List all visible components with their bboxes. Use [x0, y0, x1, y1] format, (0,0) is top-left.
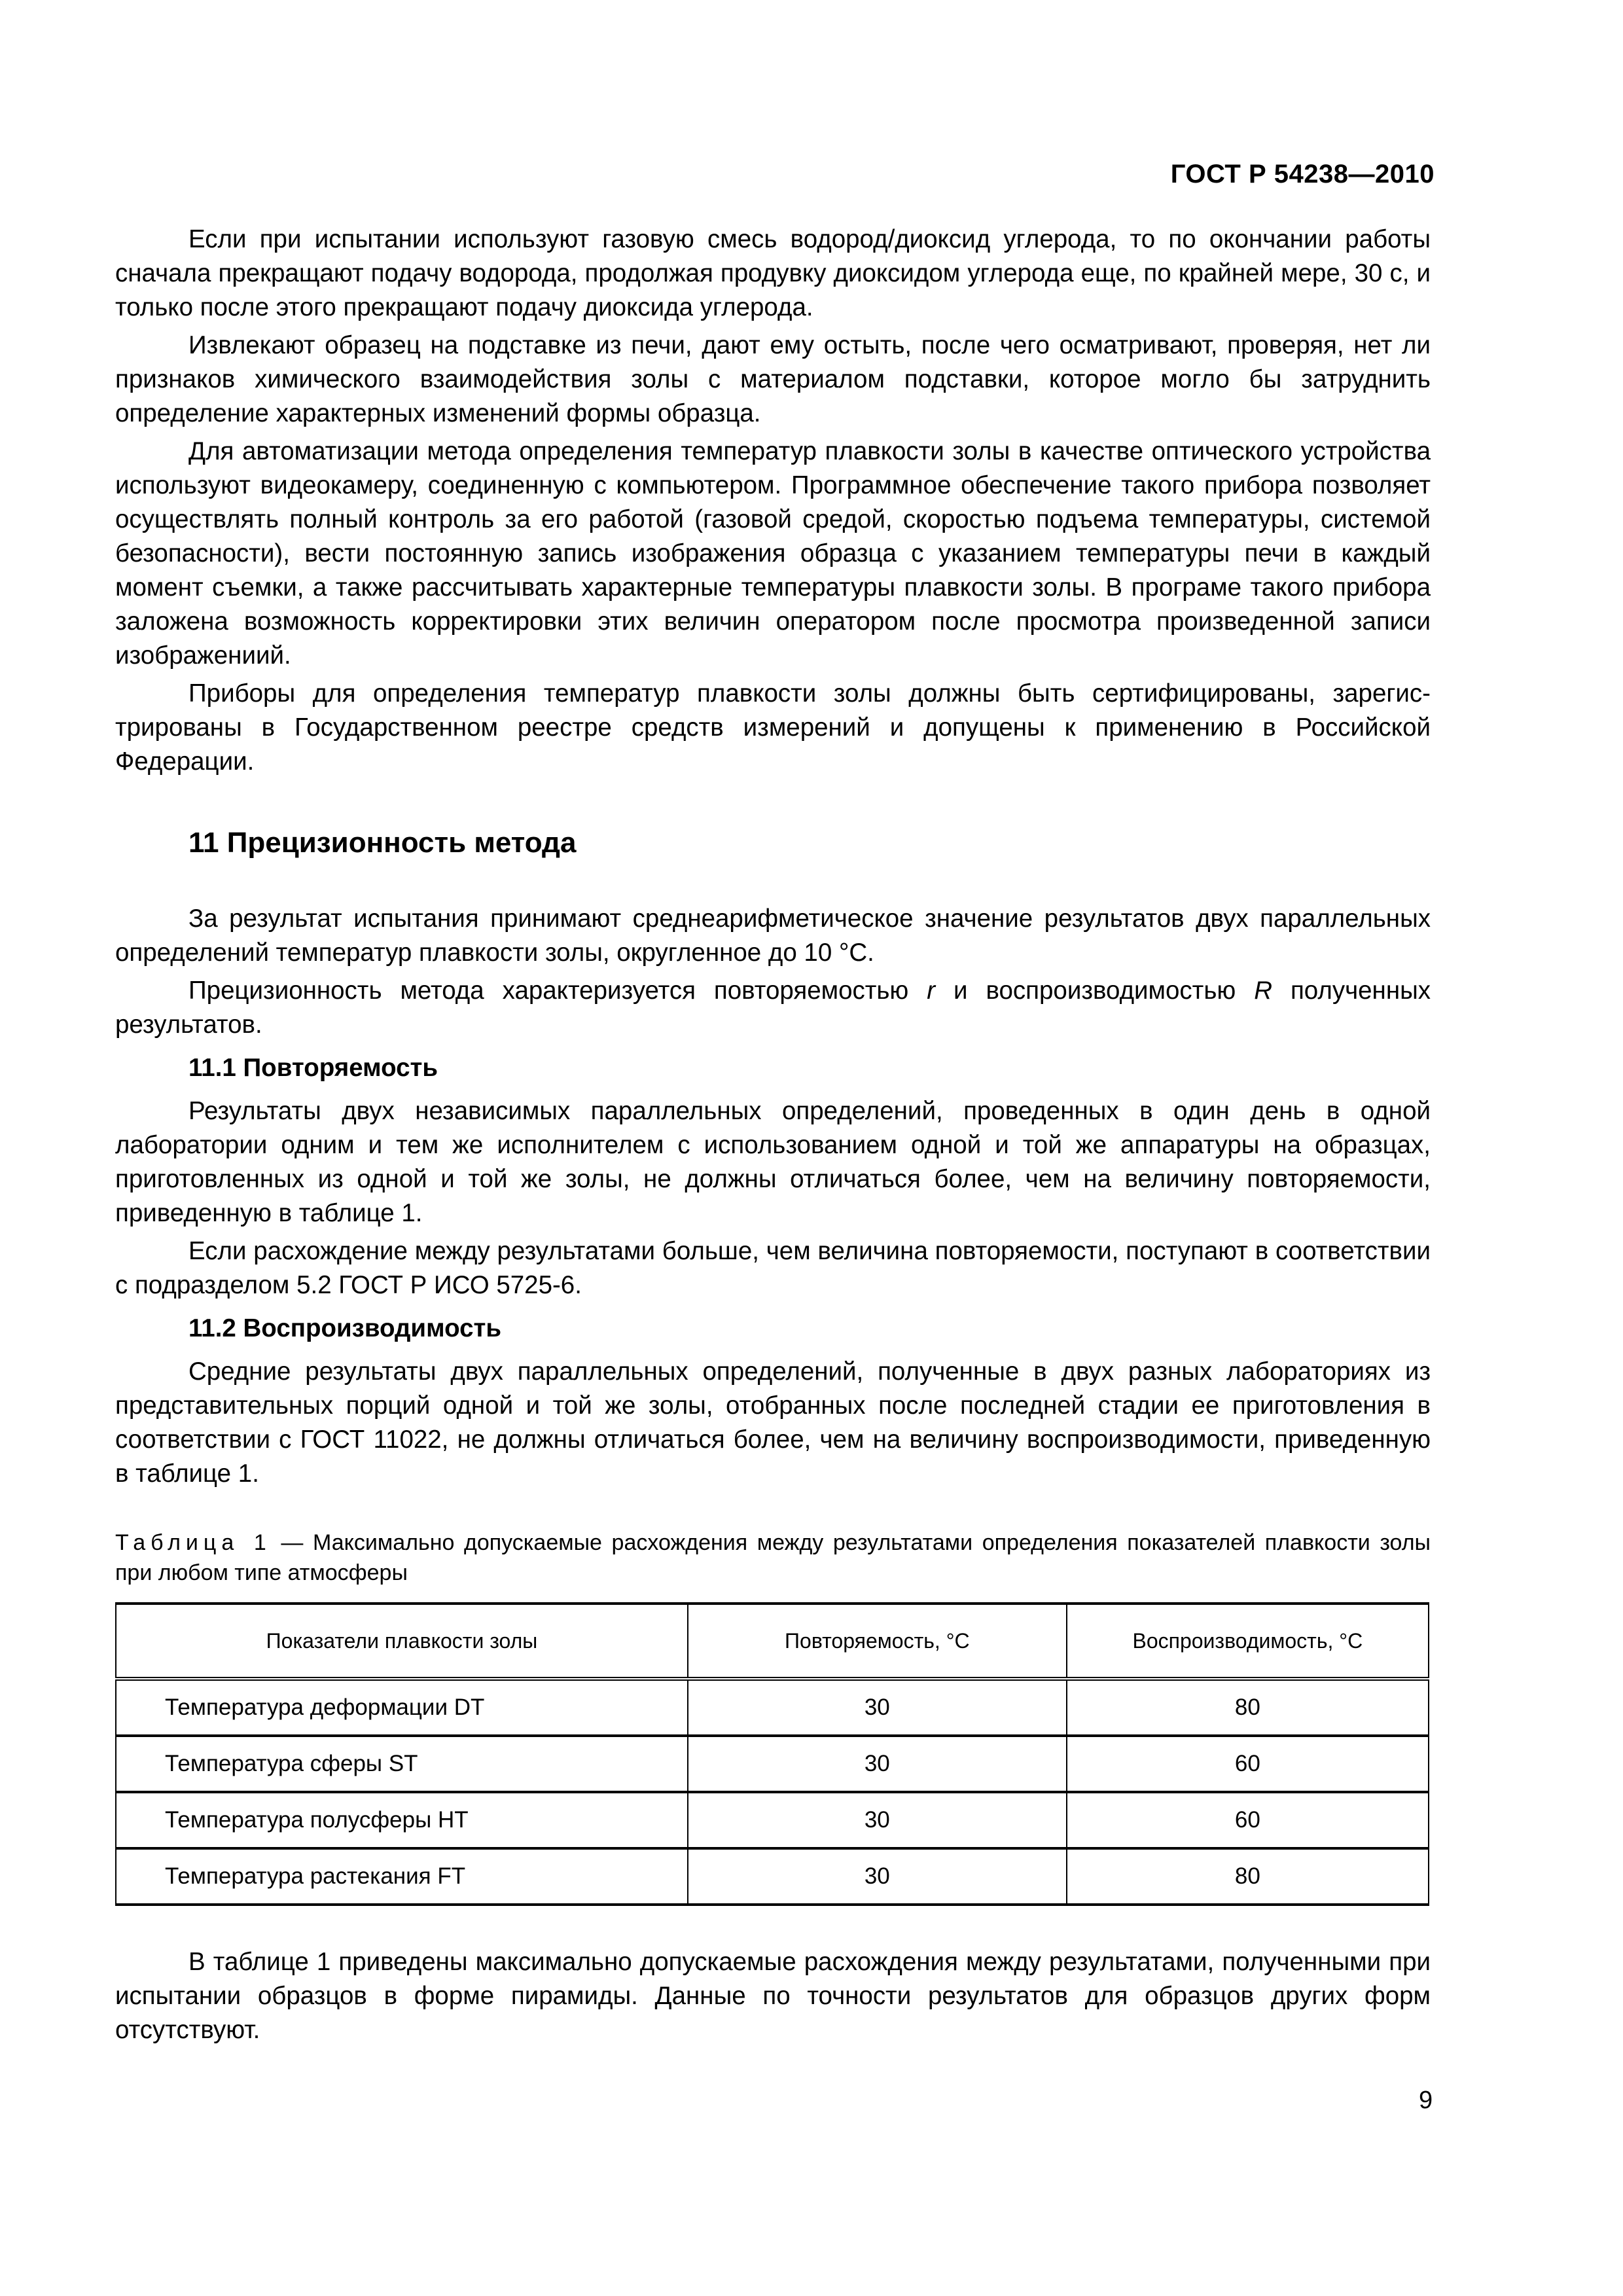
table-row	[116, 1679, 1429, 1736]
page-content	[115, 223, 1431, 2051]
paragraph-test-result: За результат испытания принимают среднеарифметическое значение результатов двух параллельных определений температур плавкости золы, округленное до 10 °С.	[115, 905, 1431, 967]
paragraph-repeatability: Результаты двух независимых параллельных определений, проведенных в один день в одной лаборатории одним и тем же исполнителем с использованием одной и той же аппаратуры на образцах, приготовленных из одной и той же золы, не должны отличаться более, чем на величину повторяемости, приведенную в таблице 1.	[115, 1097, 1431, 1227]
document-standard-id: ГОСТ Р 54238—2010	[1170, 160, 1435, 188]
cell-indicator: Температура деформации DT	[116, 1679, 688, 1736]
cell-indicator: Температура полусферы HT	[116, 1792, 688, 1848]
cell-repeatability: 30	[688, 1792, 1067, 1848]
column-header-repeatability: Повторяемость, °С	[688, 1604, 1067, 1679]
text-segment: и воспроизводимостью	[935, 977, 1255, 1005]
cell-repeatability: 30	[688, 1736, 1067, 1792]
symbol-r: r	[927, 977, 936, 1005]
section-11-heading: 11 Прецизионность метода	[188, 827, 577, 859]
table-caption-text: — Максимально допускаемые расхождения между результатами определения показателей плавкости золы при любом типе атмосферы	[115, 1530, 1431, 1585]
text-segment: Прецизионность метода характеризуется повторяемостью	[188, 977, 927, 1005]
column-header-indicator: Показатели плавкости золы	[116, 1604, 688, 1679]
paragraph-certification: Приборы для определения температур плавкости золы должны быть сертифицированы, зарегистрированы в Государственном реестре средств измерений и допущены к применению в Российской Федерации.	[115, 679, 1431, 776]
cell-indicator: Температура растекания FT	[116, 1848, 688, 1905]
paragraph-table-note: В таблице 1 приведены максимально допускаемые расхождения между результатами, полученными при испытании образцов в форме пирамиды. Данные по точности результатов для образцов других форм отсутствуют.	[115, 1948, 1431, 2044]
cell-reproducibility: 80	[1067, 1848, 1429, 1905]
paragraph-precision-definition	[115, 974, 1431, 1042]
page-number: 9	[1419, 2087, 1433, 2114]
section-11-2-heading: 11.2 Воспроизводимость	[188, 1314, 502, 1342]
paragraph-gas-mixture: Если при испытании используют газовую смесь водород/диоксид углерода, то по окончании работы сначала прекращают подачу водорода, продолжая продувку диоксидом углерода еще, по крайней мере, 30 с, и только после этого прекращают подачу диоксида углерода.	[115, 225, 1431, 321]
cell-indicator: Температура сферы ST	[116, 1736, 688, 1792]
cell-reproducibility: 60	[1067, 1736, 1429, 1792]
symbol-R: R	[1254, 977, 1273, 1005]
table-caption	[115, 1528, 1431, 1588]
cell-reproducibility: 80	[1067, 1679, 1429, 1736]
table-header-row	[116, 1604, 1429, 1679]
cell-repeatability: 30	[688, 1679, 1067, 1736]
table-row	[116, 1736, 1429, 1792]
paragraph-automation: Для автоматизации метода определения температур плавкости золы в качестве оптического устройства используют видеокамеру, соединенную с компьютером. Программное обеспечение такого прибора позволяет осуществлять полный контроль за его работой (газовой средой, скоростью подъема температуры, системой безопасности), вести постоянную запись изображения образца с указанием температуры печи в каждый момент съемки, а также рассчитывать характерные температуры плавкости золы. В програме такого прибора заложена возможность корректировки этих величин оператором после просмотра произведенной записи изображениий.	[115, 437, 1431, 670]
cell-reproducibility: 60	[1067, 1792, 1429, 1848]
text-segment: полученных результатов.	[115, 977, 1431, 1039]
table-row	[116, 1792, 1429, 1848]
table-label: Таблица 1	[115, 1530, 272, 1555]
cell-repeatability: 30	[688, 1848, 1067, 1905]
paragraph-remove-sample: Извлекают образец на подставке из печи, дают ему остыть, после чего осматривают, проверяя, нет ли признаков химического взаимодействия золы с материалом подставки, которое могло бы затруднить определение характерных изменений формы образца.	[115, 331, 1431, 427]
column-header-reproducibility: Воспроизводимость, °С	[1067, 1604, 1429, 1679]
paragraph-repeatability-exceeded: Если расхождение между результатами больше, чем величина повторяемости, поступают в соответствии с подразделом 5.2 ГОСТ Р ИСО 5725-6.	[115, 1237, 1431, 1299]
section-11-1-heading: 11.1 Повторяемость	[188, 1054, 438, 1082]
table-row	[116, 1848, 1429, 1905]
paragraph-reproducibility: Средние результаты двух параллельных определений, полученные в двух разных лабораториях из представительных порций одной и той же золы, отобранных после последней стадии ее приготовления в соответствии с ГОСТ 11022, не должны отличаться более, чем на величину воспроизводимости, приведенную в таблице 1.	[115, 1357, 1431, 1488]
table-1	[115, 1602, 1429, 1906]
